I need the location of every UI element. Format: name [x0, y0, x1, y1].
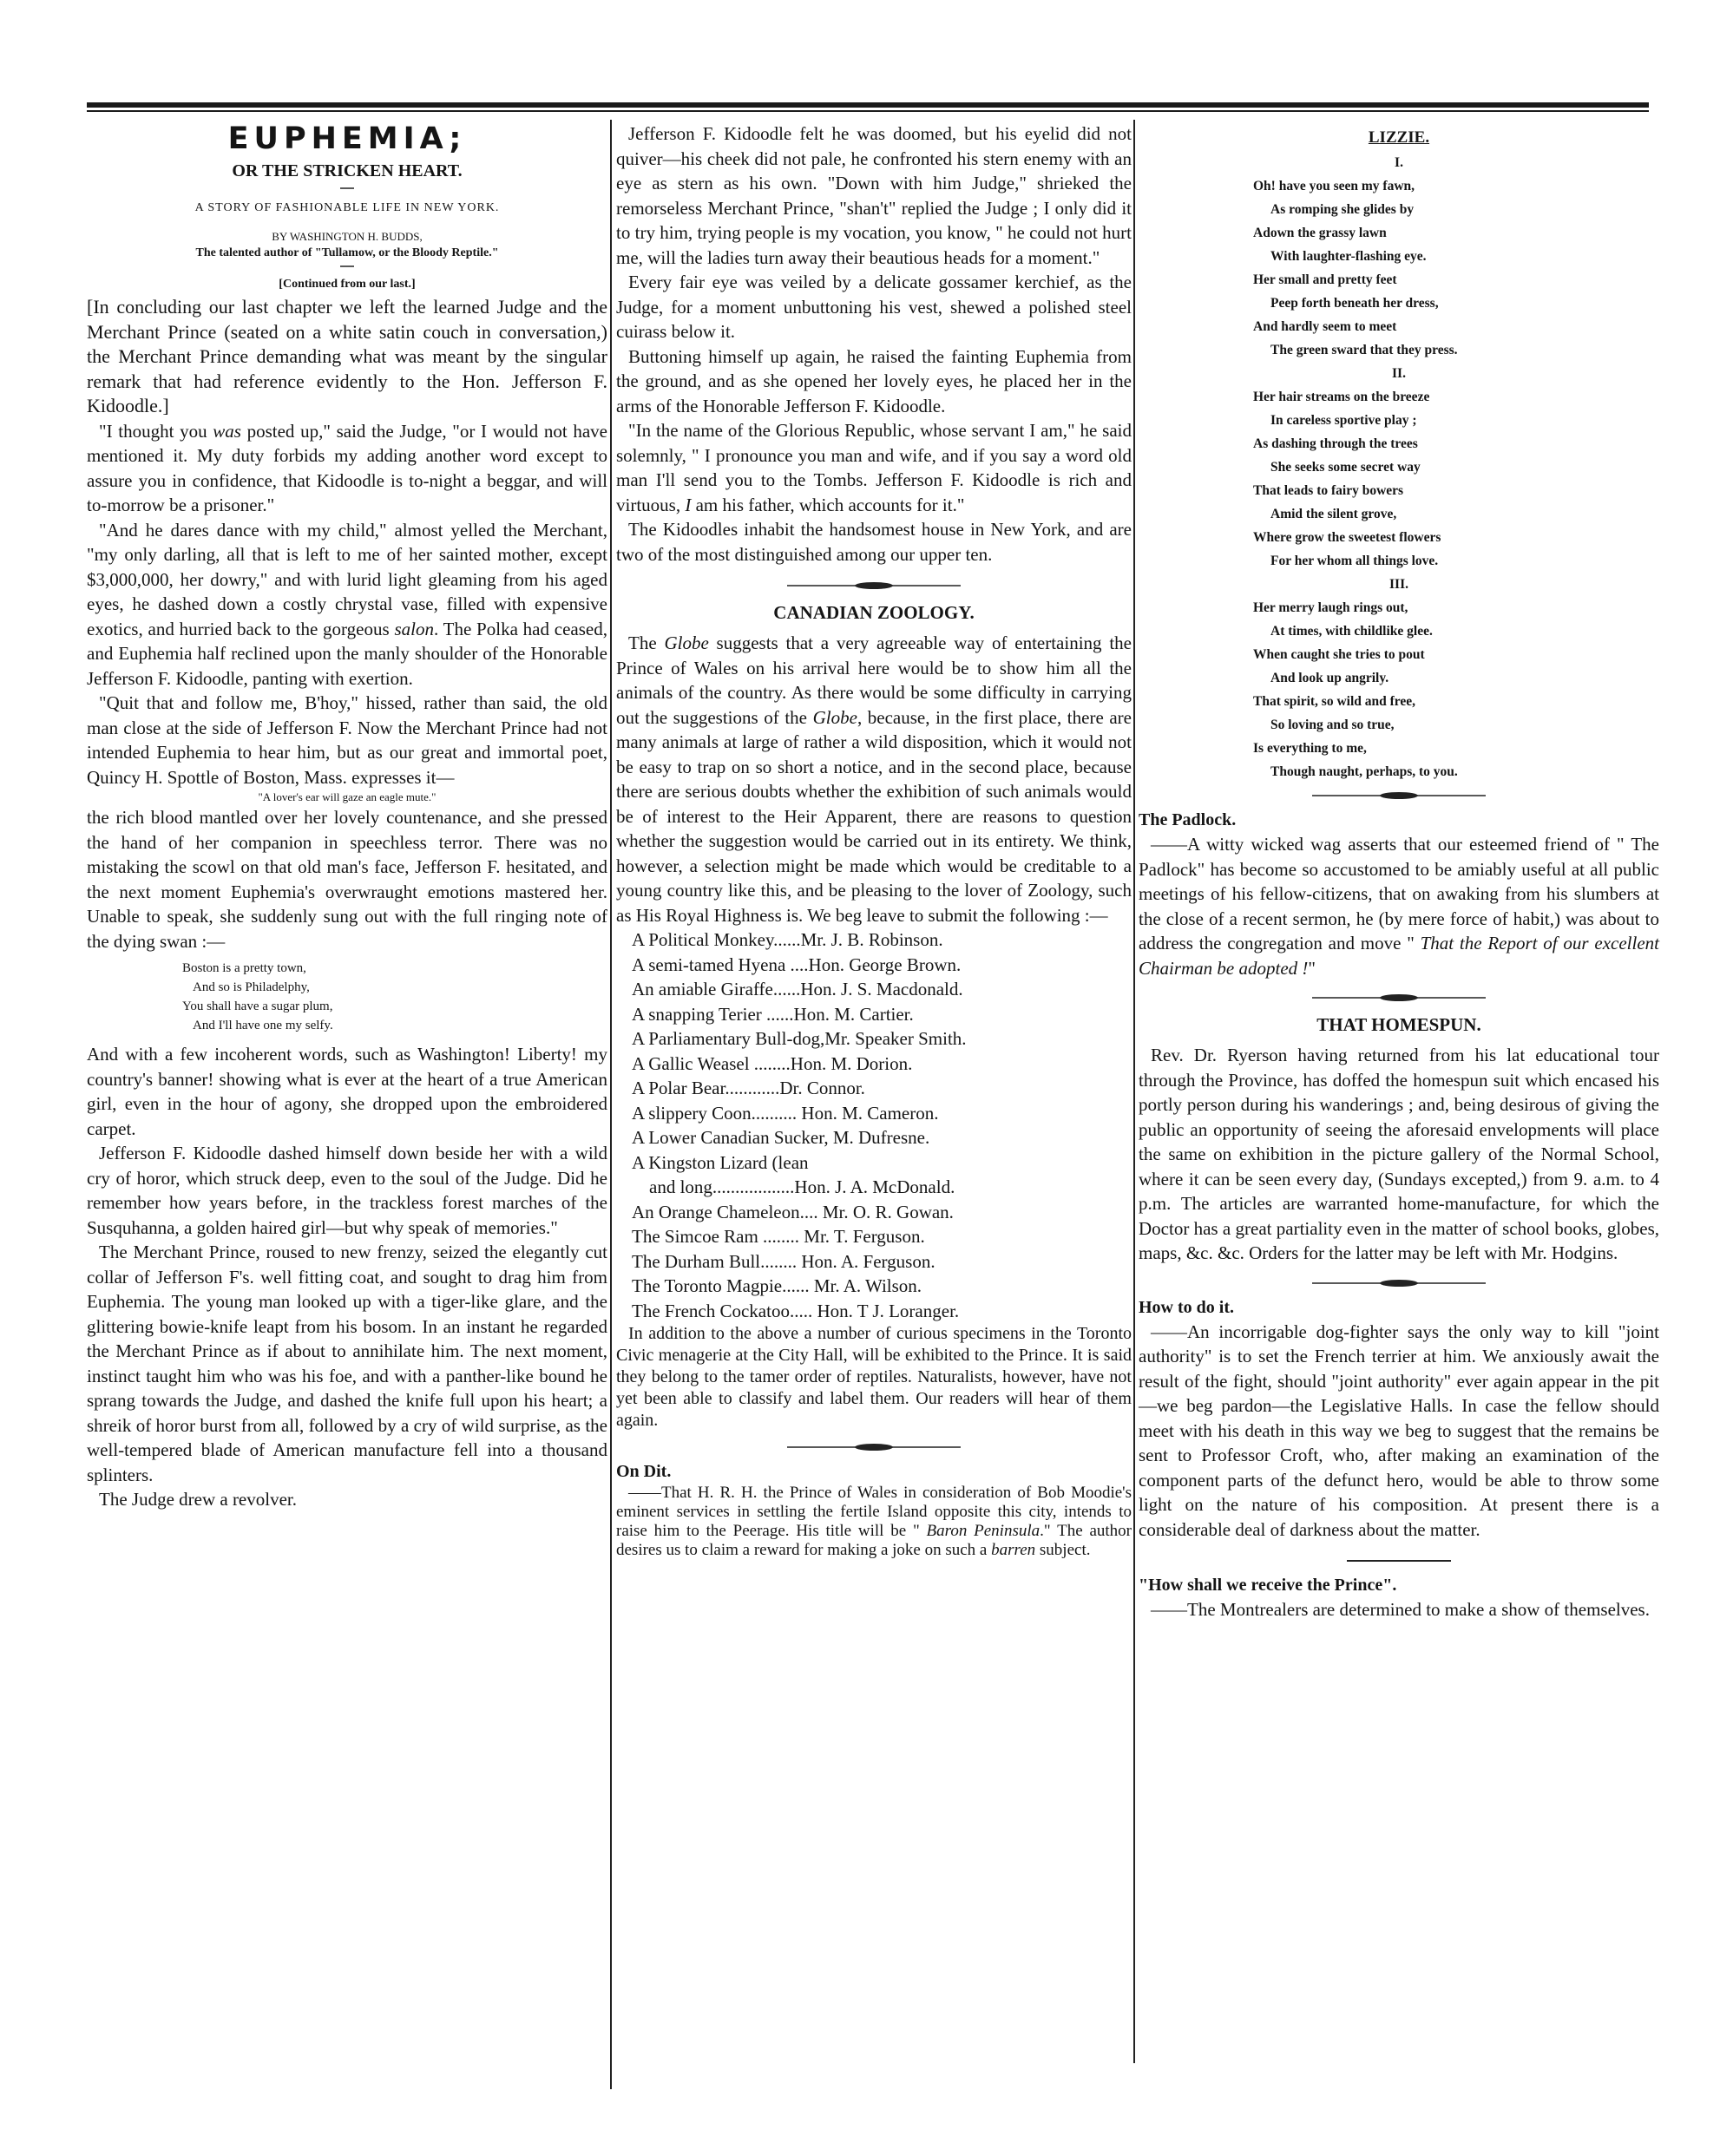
- verse-line: Boston is a pretty town,: [182, 961, 306, 975]
- list-item: A Kingston Lizard (lean: [632, 1151, 809, 1173]
- list-item: A slippery Coon.......... Hon. M. Cameron.: [632, 1102, 939, 1124]
- column-divider-2: [1133, 120, 1135, 2063]
- list-item: A snapping Terier ......Hon. M. Cartier.: [632, 1003, 914, 1025]
- padlock-paragraph: ——A witty wicked wag asserts that our esteemed friend of " The Padlock" has become so accustomed to be amiably useful at all public meetings of his fellow-citizens, that on awaking from his slumbers at the close of a recent sermon, he (by mere force of habit,) was about to address the congregation and move " That the Report of our excellent Chairman be adopted !": [1139, 834, 1659, 979]
- howto-heading: How to do it.: [1139, 1297, 1234, 1317]
- poem-line: When caught she tries to pout: [1253, 647, 1425, 662]
- poem-line: And look up angrily.: [1270, 671, 1389, 685]
- poem-line: So loving and so true,: [1270, 718, 1395, 732]
- title-dash-icon: [87, 182, 607, 194]
- stanza-number: II.: [1392, 366, 1406, 381]
- poem-line: Where grow the sweetest flowers: [1253, 530, 1441, 545]
- verse-line: And so is Philadelphy,: [193, 980, 310, 994]
- poem-line: Adown the grassy lawn: [1253, 226, 1387, 240]
- list-item: A Lower Canadian Sucker, M. Dufresne.: [632, 1127, 930, 1148]
- ornament-divider-icon: [787, 1440, 961, 1454]
- list-item: and long..................Hon. J. A. McDonald.: [649, 1176, 955, 1197]
- poem-line: The green sward that they press.: [1270, 343, 1458, 357]
- ondit-heading: On Dit.: [616, 1462, 672, 1481]
- poem-line: She seeks some secret way: [1270, 460, 1421, 475]
- prince-heading: "How shall we receive the Prince".: [1139, 1576, 1397, 1595]
- story-masthead: EUPHEMIA;: [227, 121, 467, 156]
- list-item: A Polar Bear............Dr. Connor.: [632, 1078, 865, 1098]
- list-item: The Toronto Magpie...... Mr. A. Wilson.: [632, 1275, 922, 1296]
- top-rule-thin: [87, 110, 1649, 112]
- story-paragraph: Jefferson F. Kidoodle dashed himself down beside her with a wild cry of horor, which struck deep, even to the soul of the Judge. Did he remember how years before, in the trackless forest marches of the Susquhanna, a golden haired girl—but why speak of memories.": [87, 1143, 607, 1238]
- poem-line: Oh! have you seen my fawn,: [1253, 179, 1415, 193]
- story-paragraph: [In concluding our last chapter we left the learned Judge and the Merchant Prince (seated on a white satin couch in conversation,) the Merchant Prince demanding what was meant by the singular remark that had reference evidently to the Hon. Jefferson F. Kidoodle.]: [87, 296, 607, 416]
- column-divider-1: [610, 120, 612, 2089]
- poem-line: Her small and pretty feet: [1253, 272, 1397, 287]
- list-item: A Gallic Weasel ........Hon. M. Dorion.: [632, 1052, 913, 1074]
- poem-line: And hardly seem to meet: [1253, 319, 1397, 334]
- padlock-heading: The Padlock.: [1139, 810, 1237, 829]
- ornament-divider-icon: [787, 579, 961, 593]
- list-item: The Durham Bull........ Hon. A. Ferguson.: [632, 1250, 935, 1272]
- poem-line: Is everything to me,: [1253, 741, 1367, 756]
- poem-title: LIZZIE.: [1368, 128, 1430, 147]
- story-tagline: A STORY OF FASHIONABLE LIFE IN NEW YORK.: [194, 201, 500, 214]
- ornament-divider-icon: [1312, 789, 1486, 803]
- poem-line: Peep forth beneath her dress,: [1270, 296, 1439, 311]
- list-item: The Simcoe Ram ........ Mr. T. Ferguson.: [632, 1226, 925, 1247]
- list-item: A Parliamentary Bull-dog,Mr. Speaker Smith.: [632, 1028, 967, 1049]
- verse-line: You shall have a sugar plum,: [182, 999, 333, 1013]
- ondit-paragraph: ——That H. R. H. the Prince of Wales in consideration of Bob Moodie's eminent services in settling the fertile Island opposite this city, intends to raise him to the Peerage. His title will be " Baron Peninsula." The author desires us to claim a reward for making a joke on such a barren subject.: [616, 1484, 1132, 1559]
- zoology-heading: CANADIAN ZOOLOGY.: [773, 602, 975, 623]
- poem-line: Her hair streams on the breeze: [1253, 390, 1430, 404]
- story-subtitle: OR THE STRICKEN HEART.: [232, 161, 463, 180]
- poem-line: As romping she glides by: [1270, 202, 1415, 217]
- story-paragraph: The Judge drew a revolver.: [99, 1489, 297, 1510]
- homespun-heading: THAT HOMESPUN.: [1316, 1014, 1481, 1035]
- story-byline: BY WASHINGTON H. BUDDS,: [272, 230, 423, 243]
- prince-paragraph: ——The Montrealers are determined to make a show of themselves.: [1151, 1599, 1650, 1620]
- zoology-paragraph: In addition to the above a number of curious specimens in the Toronto Civic menagerie at the City Hall, will be exhibited to the Prince. It is said they belong to the tamer order of reptiles. Naturalists, however, have not yet been able to classify and label them. Our readers will hear of them again.: [616, 1324, 1132, 1430]
- poem-line: In careless sportive play ;: [1270, 413, 1417, 428]
- story-paragraph: And with a few incoherent words, such as Washington! Liberty! my country's banner! showing what is ever at the heart of a true American girl, even in the hour of agony, she dropped upon the embroidered carpet.: [87, 1044, 607, 1139]
- poet-quote: "A lover's ear will gaze an eagle mute.": [258, 790, 437, 803]
- story-paragraph: "Quit that and follow me, B'hoy," hissed, rather than said, the old man close at the side of Jefferson F. Now the Merchant Prince had not intended Euphemia to hear him, but as our great and immortal poet, Quincy H. Spottle of Boston, Mass. expresses it—: [87, 692, 607, 788]
- stanza-number: III.: [1389, 577, 1408, 592]
- list-item: A Political Monkey......Mr. J. B. Robinson.: [632, 929, 943, 950]
- poem-line: That spirit, so wild and free,: [1253, 694, 1416, 709]
- story-paragraph: "I thought you was posted up," said the Judge, "or I would not have mentioned it. My duty forbids my adding another word except to assure you in confidence, that Kidoodle is to-night a beggar, and will to-morrow be a prisoner.": [87, 420, 607, 515]
- story-paragraph: the rich blood mantled over her lovely countenance, and she pressed the hand of her companion in speechless terror. There was no mistaking the scowl on that old man's face, Jefferson F. hesitated, and the next moment Euphemia's overwraught emotions mastered her. Unable to speak, she suddenly sung out with the full ringing note of the dying swan :—: [87, 807, 607, 952]
- byline-dash-icon: [87, 262, 607, 271]
- ornament-divider-icon: [1312, 1276, 1486, 1290]
- column-1: [87, 121, 607, 1512]
- story-paragraph: Buttoning himself up again, he raised the fainting Euphemia from the ground, and as she opened her lovely eyes, he placed her in the arms of the Honorable Jefferson F. Kidoodle.: [616, 345, 1132, 416]
- column-3: [1139, 121, 1659, 1622]
- story-paragraph: The Kidoodles inhabit the handsomest house in New York, and are two of the most distinguished among our upper ten.: [616, 519, 1132, 565]
- continued-note: [Continued from our last.]: [279, 278, 416, 291]
- poem-line: That leads to fairy bowers: [1253, 483, 1404, 498]
- story-paragraph: Jefferson F. Kidoodle felt he was doomed, but his eyelid did not quiver—his cheek did not pale, he confronted his stern enemy with an eye as stern as his own. "Down with him Judge," shrieked the remorseless Merchant Prince, "shan't" replied the Judge ; I only did it to try him, trying people is my vocation, you know, " he could not hurt me, will the ladies turn away their beautious heads for a moment.": [616, 123, 1132, 268]
- story-paragraph: "And he dares dance with my child," almost yelled the Merchant, "my only darling, all that is left to me of her sainted mother, except $3,000,000, her dowry," and with lurid light gleaming from his aged eyes, he dashed down a costly chrystal vase, filled with expensive exotics, and hurried back to the gorgeous salon. The Polka had ceased, and Euphemia half reclined upon the manly shoulder of the Honorable Jefferson F. Kidoodle, panting with exertion.: [87, 519, 607, 689]
- story-paragraph: The Merchant Prince, roused to new frenzy, seized the elegantly cut collar of Jefferson F's. well fitting coat, and sought to drag him from Euphemia. The young man looked up with a tiger-like glare, and the glittering bowie-knife leapt from his bosom. In an instant he regarded the Merchant Prince as if about to annihilate him. The next moment, instinct taught him who was his foe, and with a panther-like bound he sprang towards the Judge, and dashed the knife full upon his heart; a shreik of horor burst from all, followed by a cry of wild surprise, as the well-tempered blade of American manufacture fell into a thousand splinters.: [87, 1242, 607, 1485]
- divider-line-icon: [1347, 1554, 1451, 1568]
- poem-line: Amid the silent grove,: [1270, 507, 1397, 521]
- story-paragraph: Every fair eye was veiled by a delicate gossamer kerchief, as the Judge, for a moment unbuttoning his vest, shewed a polished steel cuirass below it.: [616, 272, 1132, 342]
- poem-line: At times, with childlike glee.: [1270, 624, 1433, 639]
- homespun-paragraph: Rev. Dr. Ryerson having returned from his lat educational tour through the Province, has doffed the homespun suit which encased his portly person during his wanderings ; and, being desirous of giving the public an opportunity of seeing the aforesaid envelopments will place the same on exhibition in the picture gallery of the Normal School, where it can be seen every day, (Sundays excepted,) from 9. a.m. to 4 p.m. The articles are warranted home-manufacture, for which the Doctor has a great partiality even in the matter of school books, globes, maps, &c. &c. Orders for the latter may be left with Mr. Hodgins.: [1139, 1045, 1659, 1263]
- poem-line: With laughter-flashing eye.: [1270, 249, 1427, 264]
- list-item: The French Cockatoo..... Hon. T J. Loranger.: [632, 1300, 960, 1321]
- list-item: An amiable Giraffe......Hon. J. S. Macdonald.: [632, 979, 963, 999]
- top-rule: [87, 102, 1649, 108]
- story-paragraph: "In the name of the Glorious Republic, whose servant I am," he said solemnly, " I pronounce you man and wife, and if you say a word old man I'll send you to the Tombs. Jefferson F. Kidoodle is rich and virtuous, I am his father, which accounts for it.": [616, 420, 1132, 515]
- poem-line: Though naught, perhaps, to you.: [1270, 764, 1458, 779]
- poem-line: Her merry laugh rings out,: [1253, 600, 1408, 615]
- list-item: An Orange Chameleon.... Mr. O. R. Gowan.: [632, 1201, 954, 1222]
- verse-line: And I'll have one my selfy.: [193, 1019, 333, 1032]
- column-2: [616, 121, 1132, 1560]
- poem-line: For her whom all things love.: [1270, 554, 1439, 568]
- howto-paragraph: ——An incorrigable dog-fighter says the only way to kill "joint authority" is to set the French terrier at him. We anxiously await the result of the fight, should "joint authority" ever again appear in the pit—we beg pardon—the Legislative Halls. In case the fellow should meet with his death in this way we beg to suggest that the remains be sent to Professor Croft, who, after making an examination of the component parts of the defunct hero, would be able to throw some light on the nature of his composition. At present there is a considerable deal of darkness about the matter.: [1139, 1320, 1659, 1540]
- song-verse: [87, 959, 607, 1035]
- zoology-list: [616, 927, 1132, 1323]
- ornament-divider-icon: [1312, 991, 1486, 1005]
- list-item: A semi-tamed Hyena ....Hon. George Brown.: [632, 953, 962, 975]
- zoology-paragraph: The Globe suggests that a very agreeable way of entertaining the Prince of Wales on his arrival here would be to show him all the animals of the country. As there would be some difficulty in carrying out the suggestions of the Globe, because, in the first place, there are many animals at large of rather a wild disposition, which it would not be easy to trap on so short a notice, and in the second place, because there are serious doubts whether the exhibition of such animals would be of interest to the Heir Apparent, there are reasons to question whether the suggestion would be carried out in its entirety. We think, however, a selection might be made which would be creditable to a young country like this, and be pleasing to the lover of Zoology, such as His Royal Highness is. We beg leave to submit the following :—: [616, 632, 1132, 926]
- poem-line: As dashing through the trees: [1253, 436, 1418, 451]
- stanza-number: I.: [1395, 155, 1403, 170]
- poem-lizzie: [1139, 151, 1659, 783]
- author-note: The talented author of "Tullamow, or the Bloody Reptile.": [195, 246, 499, 259]
